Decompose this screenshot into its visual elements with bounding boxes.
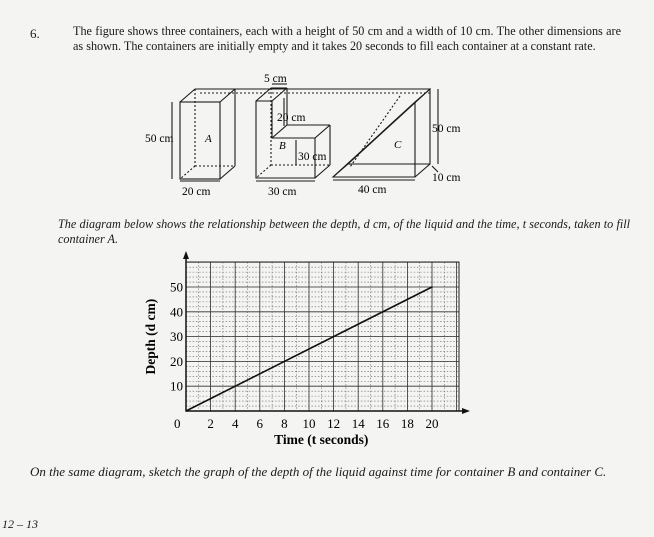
x-tick-label: 8 (281, 416, 288, 431)
label-b-name: B (279, 140, 286, 152)
y-tick-label: 30 (170, 329, 183, 345)
x-tick-label: 14 (351, 416, 365, 431)
question-number: 6. (30, 26, 40, 41)
y-axis-arrow (183, 251, 189, 259)
x-axis-arrow (462, 408, 470, 414)
label-b-step: 20 cm (277, 112, 306, 124)
x-tick-label: 16 (376, 416, 390, 431)
label-c-height: 50 cm (432, 123, 461, 135)
x-tick-label: 6 (256, 416, 264, 431)
label-b-low: 30 cm (298, 151, 327, 163)
page-number: 12 – 13 (2, 517, 38, 531)
x-tick-label: 10 (302, 416, 316, 431)
label-b-width: 30 cm (268, 186, 297, 198)
x-tick-label: 0 (174, 416, 181, 431)
question-intro: The figure shows three containers, each with a height of 50 cm and a width of 10 cm. The other dimensions are as shown. The containers are initially empty and it takes 20 seconds to fill each container at a constant rate. (73, 24, 621, 53)
label-top-width: 5 cm (264, 73, 287, 85)
label-a-height: 50 cm (145, 133, 174, 145)
series-point (185, 410, 187, 412)
x-tick-label: 18 (400, 416, 414, 431)
diagram-description: The diagram below shows the relationship between the depth, d cm, of the liquid and the time, t seconds, taken to fill container A. (58, 217, 630, 246)
label-a-name: A (205, 133, 212, 145)
x-tick-label: 4 (231, 416, 239, 431)
question-instruction: On the same diagram, sketch the graph of the depth of the liquid against time for container B and container C. (30, 464, 607, 479)
y-tick-label: 20 (170, 353, 183, 369)
label-a-width: 20 cm (182, 186, 211, 198)
y-tick-label: 40 (170, 304, 183, 320)
series-point (431, 286, 433, 288)
label-c-name: C (394, 139, 402, 151)
label-c-width: 40 cm (358, 184, 387, 196)
x-tick-label: 12 (327, 416, 341, 431)
y-tick-label: 10 (170, 378, 183, 394)
y-tick-label: 50 (170, 279, 183, 295)
y-axis-label: Depth (d cm) (143, 298, 158, 375)
x-tick-label: 2 (207, 416, 214, 431)
label-c-depth: 10 cm (432, 172, 461, 184)
x-axis-label: Time (t seconds) (274, 432, 369, 447)
x-tick-label: 20 (425, 416, 439, 431)
